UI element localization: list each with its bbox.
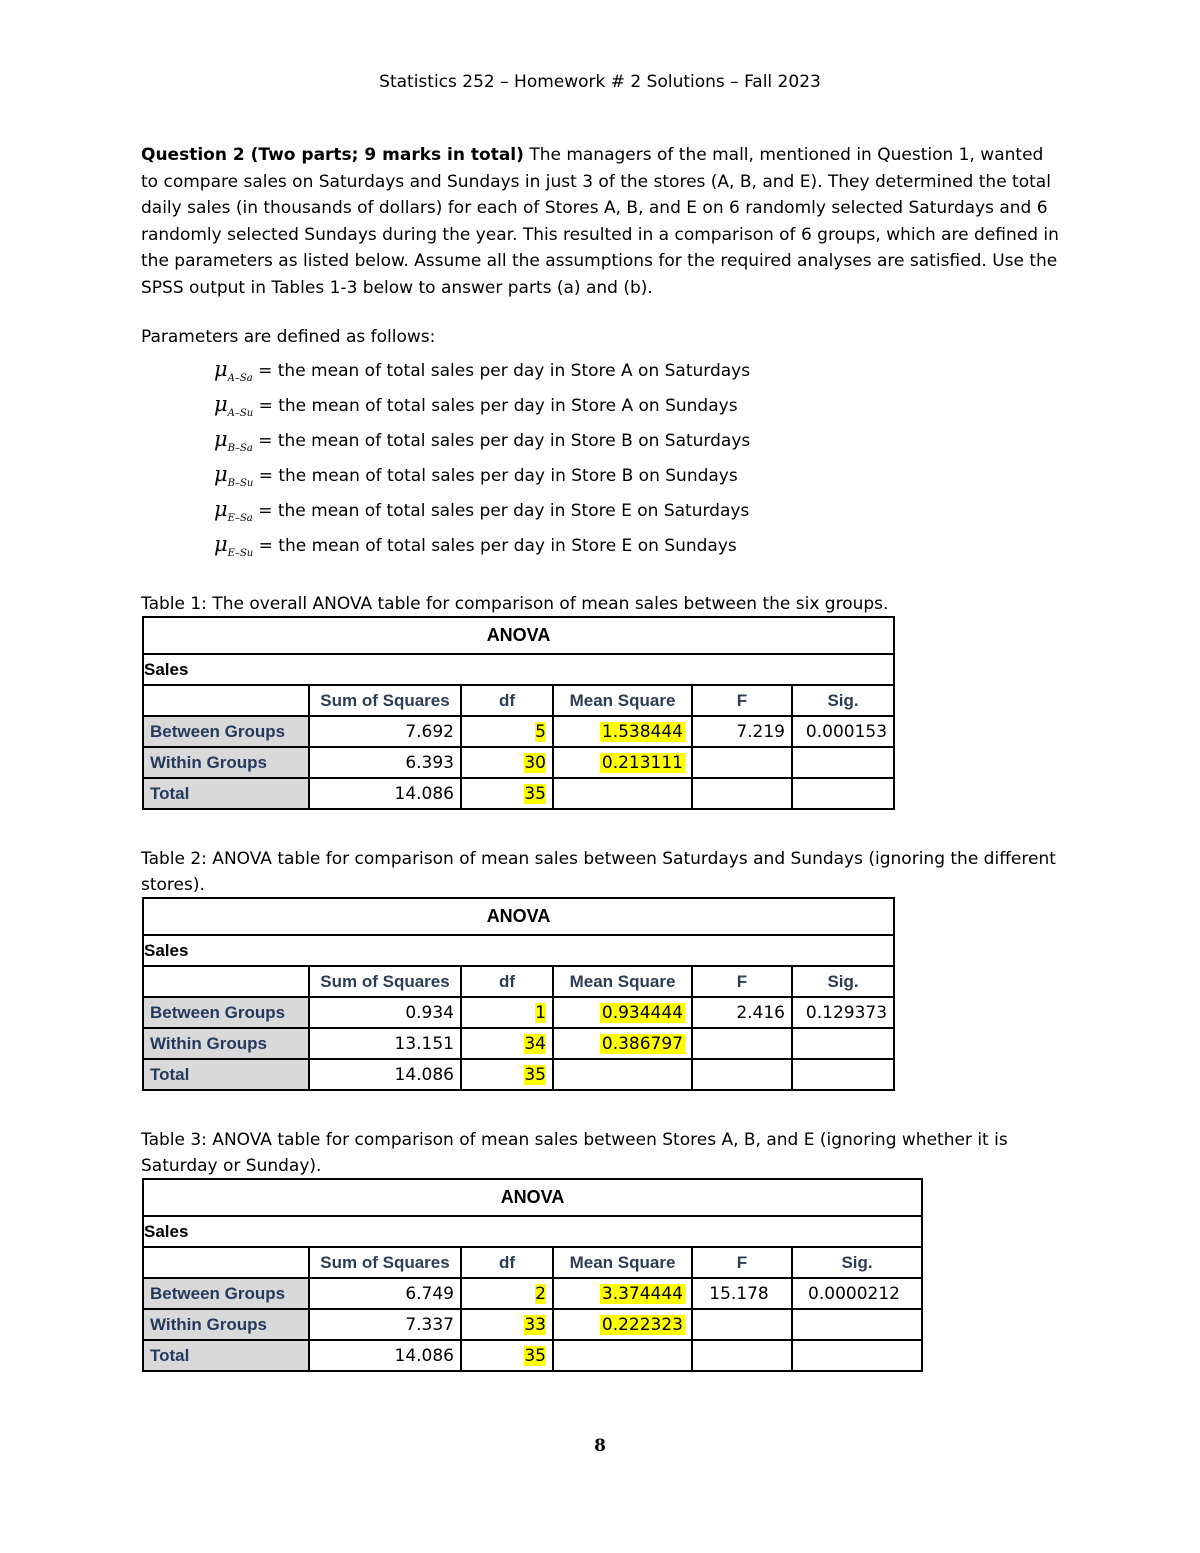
ms-cell — [553, 1340, 692, 1371]
column-header: Sig. — [792, 1247, 922, 1278]
table-subtitle: Sales — [143, 935, 894, 966]
table-row — [143, 747, 894, 778]
row-header: Within Groups — [143, 1309, 309, 1340]
table-3-caption: Table 3: ANOVA table for comparison of mean sales between Stores A, B, and E (ignoring whether it is Saturday or Sunday). — [141, 1130, 1008, 1176]
ms-cell: 3.374444 — [601, 1283, 683, 1304]
parameters-intro: Parameters are defined as follows: — [141, 327, 436, 347]
column-header: Sig. — [792, 685, 894, 716]
row-header: Between Groups — [143, 1278, 309, 1309]
ms-cell: 0.934444 — [601, 1002, 683, 1023]
df-cell: 33 — [524, 1314, 546, 1335]
parameter-symbol: $\mu_{B-Sa}$ — [214, 427, 253, 454]
table-row — [143, 1059, 894, 1090]
ss-cell: 14.086 — [309, 1059, 461, 1090]
ss-cell: 14.086 — [309, 778, 461, 809]
row-header: Between Groups — [143, 716, 309, 747]
f-cell — [692, 1059, 792, 1090]
sig-cell — [792, 778, 894, 809]
row-header: Within Groups — [143, 747, 309, 778]
f-cell — [692, 1309, 792, 1340]
ms-cell: 0.222323 — [601, 1314, 683, 1335]
sig-cell: 0.129373 — [792, 997, 894, 1028]
parameter-symbol: $\mu_{A-Sa}$ — [214, 357, 253, 384]
ms-cell — [553, 778, 692, 809]
table-title: ANOVA — [143, 898, 894, 935]
df-cell: 35 — [524, 1345, 546, 1366]
ss-cell: 0.934 — [309, 997, 461, 1028]
ss-cell: 6.749 — [309, 1278, 461, 1309]
column-header: Sum of Squares — [309, 1247, 461, 1278]
ms-cell: 1.538444 — [601, 721, 683, 742]
table-1-caption: Table 1: The overall ANOVA table for comparison of mean sales between the six groups. — [141, 594, 889, 614]
f-cell — [692, 778, 792, 809]
ss-cell: 6.393 — [309, 747, 461, 778]
row-header: Total — [143, 1059, 309, 1090]
sig-cell — [792, 1309, 922, 1340]
sig-cell — [792, 747, 894, 778]
f-cell — [692, 1028, 792, 1059]
parameter-symbol: $\mu_{A-Su}$ — [214, 392, 254, 419]
df-cell: 2 — [535, 1283, 546, 1304]
f-cell: 15.178 — [692, 1278, 792, 1309]
header-blank-cell — [143, 966, 309, 997]
column-header: Mean Square — [553, 966, 692, 997]
sig-cell: 0.000153 — [792, 716, 894, 747]
anova-table-2 — [142, 897, 895, 1091]
anova-table-1 — [142, 616, 895, 810]
table-row — [143, 1340, 922, 1371]
column-header: Mean Square — [553, 685, 692, 716]
question-title: Question 2 (Two parts; 9 marks in total) — [141, 145, 524, 165]
column-header: Sig. — [792, 966, 894, 997]
row-header: Total — [143, 778, 309, 809]
column-header: F — [692, 1247, 792, 1278]
header-blank-cell — [143, 685, 309, 716]
row-header: Total — [143, 1340, 309, 1371]
parameter-item — [214, 389, 738, 419]
column-header: F — [692, 966, 792, 997]
table-row — [143, 716, 894, 747]
column-header: df — [461, 966, 553, 997]
table-2-caption: Table 2: ANOVA table for comparison of mean sales between Saturdays and Sundays (ignoring the different stores). — [141, 849, 1056, 895]
df-cell: 34 — [524, 1033, 546, 1054]
parameter-symbol: $\mu_{E-Su}$ — [214, 532, 254, 559]
parameter-item — [214, 494, 749, 524]
f-cell — [692, 747, 792, 778]
sig-cell — [792, 1028, 894, 1059]
table-row — [143, 1309, 922, 1340]
sig-cell: 0.0000212 — [792, 1278, 922, 1309]
df-cell: 1 — [535, 1002, 546, 1023]
page-number: 8 — [594, 1436, 606, 1456]
ms-cell: 0.213111 — [601, 752, 683, 773]
parameter-item — [214, 529, 737, 559]
ms-cell — [553, 1059, 692, 1090]
ss-cell: 7.337 — [309, 1309, 461, 1340]
table-title: ANOVA — [143, 1179, 922, 1216]
header-blank-cell — [143, 1247, 309, 1278]
anova-table-3 — [142, 1178, 923, 1372]
row-header: Between Groups — [143, 997, 309, 1028]
parameter-item — [214, 424, 750, 454]
parameter-item — [214, 354, 750, 384]
parameter-text: = the mean of total sales per day in Store E on Sundays — [258, 536, 737, 556]
column-header: df — [461, 685, 553, 716]
table-row — [143, 997, 894, 1028]
parameter-text: = the mean of total sales per day in Store A on Sundays — [258, 396, 738, 416]
question-body: The managers of the mall, mentioned in Question 1, wanted to compare sales on Saturdays and Sundays in just 3 of the stores (A, B, and E). They determined the total daily sales (in thousands of dollars) for each of Stores A, B, and E on 6 randomly selected Saturdays and 6 randomly selected Sundays during the year. This resulted in a comparison of 6 groups, which are defined in the parameters as listed below. Assume all the assumptions for the required analyses are satisfied. Use the SPSS output in Tables 1-3 below to answer parts (a) and (b). — [141, 145, 1059, 298]
parameter-item — [214, 459, 738, 489]
table-row — [143, 778, 894, 809]
df-cell: 35 — [524, 783, 546, 804]
sig-cell — [792, 1059, 894, 1090]
df-cell: 30 — [524, 752, 546, 773]
page-header: Statistics 252 – Homework # 2 Solutions – Fall 2023 — [379, 72, 821, 92]
parameter-text: = the mean of total sales per day in Store B on Sundays — [258, 466, 738, 486]
parameter-symbol: $\mu_{B-Su}$ — [214, 462, 254, 489]
table-subtitle: Sales — [143, 1216, 922, 1247]
df-cell: 5 — [535, 721, 546, 742]
table-title: ANOVA — [143, 617, 894, 654]
table-row — [143, 1278, 922, 1309]
column-header: F — [692, 685, 792, 716]
parameter-text: = the mean of total sales per day in Store E on Saturdays — [258, 501, 750, 521]
ss-cell: 13.151 — [309, 1028, 461, 1059]
parameter-text: = the mean of total sales per day in Store A on Saturdays — [258, 361, 751, 381]
table-row — [143, 1028, 894, 1059]
f-cell — [692, 1340, 792, 1371]
column-header: Sum of Squares — [309, 685, 461, 716]
column-header: Mean Square — [553, 1247, 692, 1278]
ms-cell: 0.386797 — [601, 1033, 683, 1054]
sig-cell — [792, 1340, 922, 1371]
column-header: df — [461, 1247, 553, 1278]
table-subtitle: Sales — [143, 654, 894, 685]
ss-cell: 14.086 — [309, 1340, 461, 1371]
parameter-symbol: $\mu_{E-Sa}$ — [214, 497, 253, 524]
column-header: Sum of Squares — [309, 966, 461, 997]
ss-cell: 7.692 — [309, 716, 461, 747]
parameter-text: = the mean of total sales per day in Store B on Saturdays — [258, 431, 751, 451]
f-cell: 2.416 — [692, 997, 792, 1028]
df-cell: 35 — [524, 1064, 546, 1085]
row-header: Within Groups — [143, 1028, 309, 1059]
f-cell: 7.219 — [692, 716, 792, 747]
question-paragraph — [141, 142, 1061, 301]
